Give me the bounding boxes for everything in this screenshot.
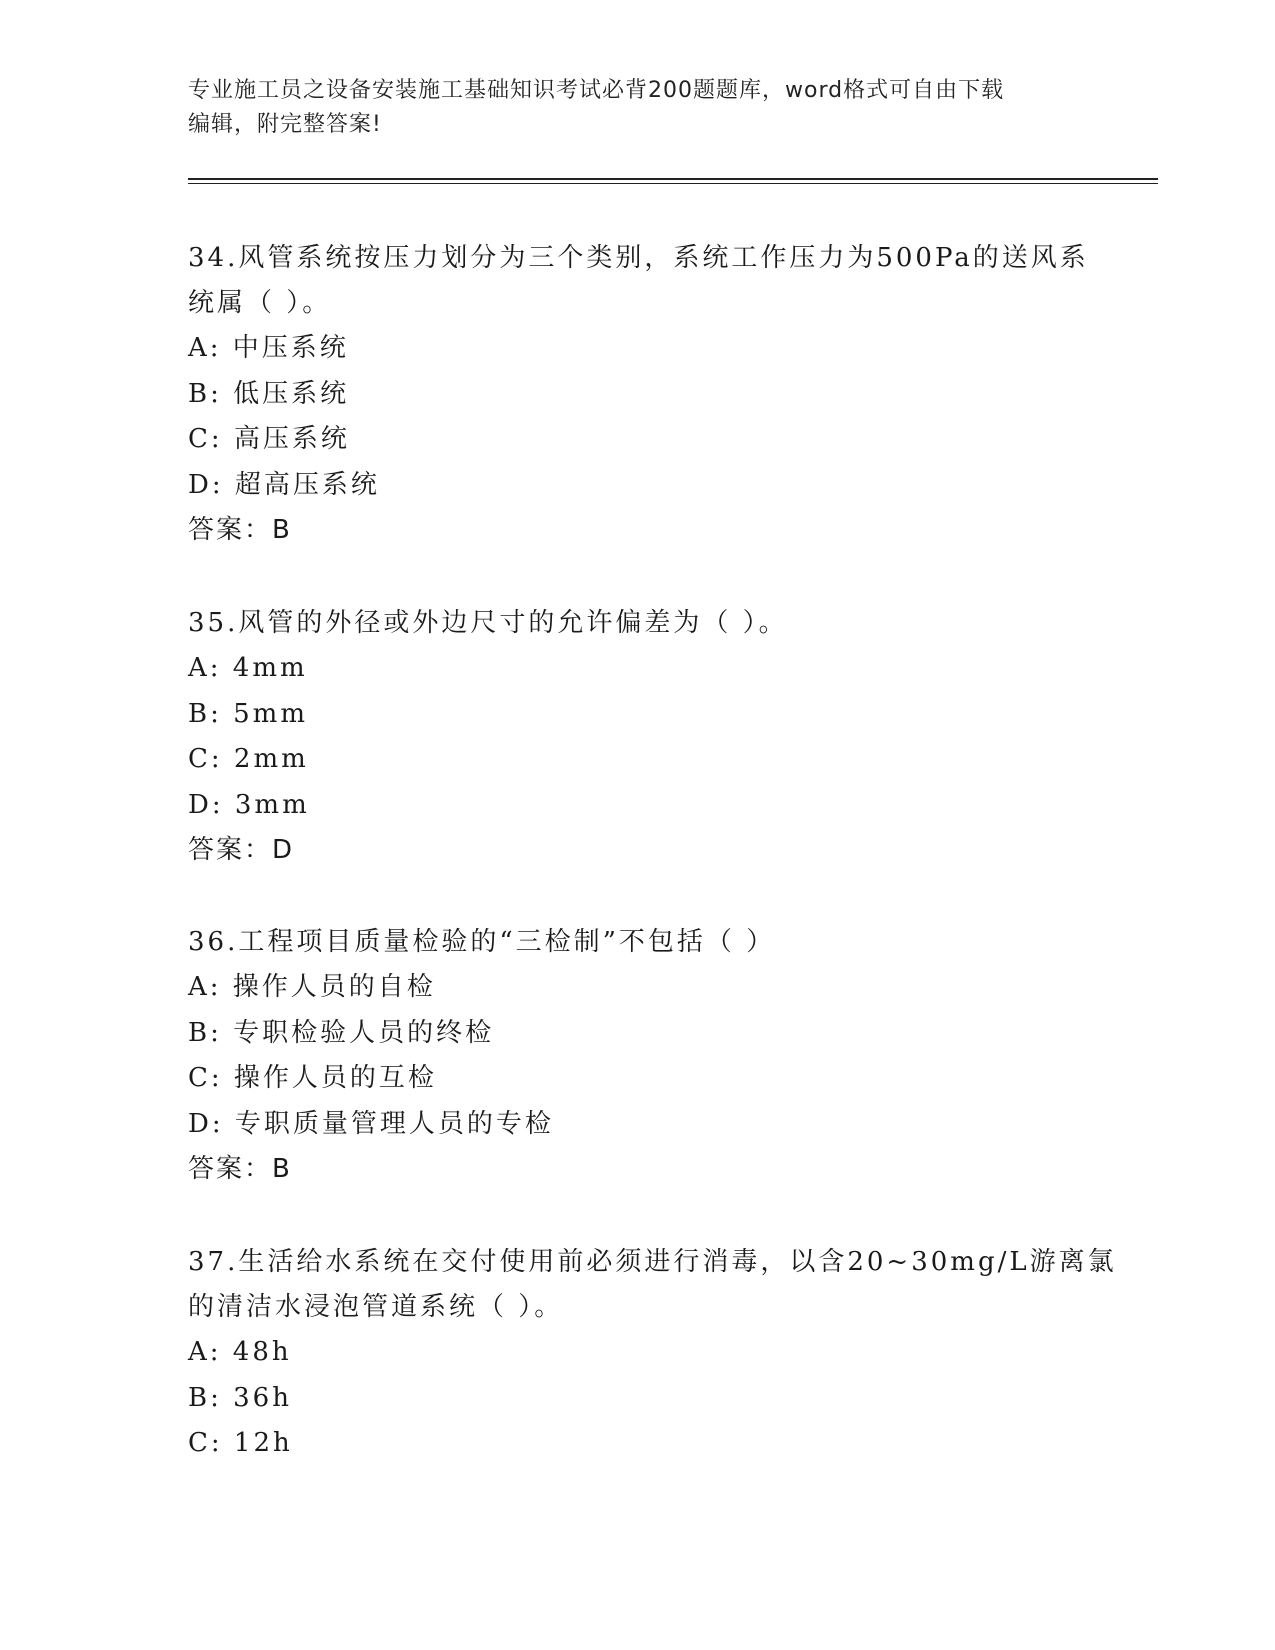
option-d: D: 3mm [188, 789, 310, 820]
question-36 [188, 920, 1088, 1192]
option-b: B: 5mm [188, 698, 308, 729]
question-stem-line: 的清洁水浸泡管道系统（ ）。 [188, 1292, 564, 1322]
document-header [188, 74, 1088, 142]
question-34 [188, 236, 1088, 553]
option-c: C: 2mm [188, 744, 309, 774]
answer-label: 答案：D [188, 835, 295, 865]
question-stem-line: 36.工程项目质量检验的“三检制”不包括（ ） [188, 927, 776, 957]
question-stem-line: 34.风管系统按压力划分为三个类别，系统工作压力为500Pa的送风系 [188, 243, 1089, 273]
answer-label: 答案：B [188, 1154, 292, 1184]
option-d: D: 专职质量管理人员的专检 [188, 1108, 554, 1139]
header-divider-thick [188, 178, 1158, 180]
option-b: B: 专职检验人员的终检 [188, 1017, 495, 1048]
question-stem-line: 35.风管的外径或外边尺寸的允许偏差为（ ）。 [188, 608, 788, 638]
option-a: A: 操作人员的自检 [188, 972, 436, 1002]
header-line-1: 专业施工员之设备安装施工基础知识考试必背200题题库，word格式可自由下载 [188, 78, 1005, 103]
option-c: C: 操作人员的互检 [188, 1063, 437, 1093]
question-37 [188, 1240, 1117, 1467]
option-a: A: 4mm [188, 653, 308, 683]
header-divider-thin [188, 183, 1158, 184]
header-line-2: 编辑，附完整答案! [188, 112, 382, 137]
option-c: C: 12h [188, 1428, 293, 1458]
option-b: B: 36h [188, 1382, 292, 1413]
question-stem-line: 统属（ ）。 [188, 288, 332, 318]
answer-label: 答案：B [188, 515, 292, 545]
option-a: A: 中压系统 [188, 333, 349, 363]
question-35 [188, 601, 1088, 873]
option-c: C: 高压系统 [188, 424, 350, 454]
option-a: A: 48h [188, 1337, 292, 1367]
question-stem-line: 37.生活给水系统在交付使用前必须进行消毒，以含20~30mg/L游离氯 [188, 1247, 1117, 1277]
option-d: D: 超高压系统 [188, 469, 380, 500]
option-b: B: 低压系统 [188, 378, 350, 409]
